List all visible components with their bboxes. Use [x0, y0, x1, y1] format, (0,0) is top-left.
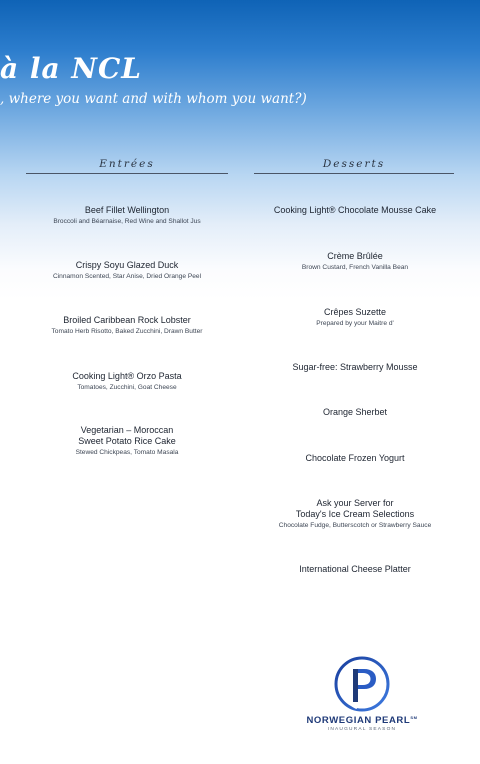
entrees-divider	[26, 173, 228, 174]
page-subtitle: , where you want and with whom you want?)	[0, 91, 307, 107]
entrees-heading: Entrées	[99, 158, 155, 170]
dessert-item	[244, 307, 466, 328]
entree-name: Broiled Caribbean Rock Lobster	[63, 315, 191, 325]
dessert-name: Crème Brûlée	[327, 251, 383, 261]
dessert-item	[244, 251, 466, 272]
entree-name: Vegetarian – Moroccan Sweet Potato Rice Cake	[78, 425, 176, 446]
dessert-item	[244, 362, 466, 373]
dessert-name: Crêpes Suzette	[323, 307, 387, 317]
entree-item	[10, 205, 244, 226]
entree-name: Crispy Soyu Glazed Duck	[75, 260, 179, 270]
norwegian-pearl-logo	[292, 655, 432, 732]
service-mark: SM	[410, 715, 418, 720]
entree-name: Cooking Light® Orzo Pasta	[72, 371, 182, 381]
brand-name: NORWEGIAN PEARL℠	[306, 715, 418, 726]
brand-tagline: INAUGURAL SEASON	[327, 727, 397, 732]
entree-desc: Stewed Chickpeas, Tomato Masala	[75, 449, 179, 456]
dessert-item	[244, 498, 466, 530]
dessert-item	[244, 453, 466, 464]
dessert-name: International Cheese Platter	[299, 564, 411, 574]
entree-item	[10, 371, 244, 392]
dessert-desc: Prepared by your Maitre d'	[316, 320, 394, 327]
desserts-divider	[254, 173, 454, 174]
dessert-name: Cooking Light® Chocolate Mousse Cake	[273, 205, 437, 215]
dessert-name: Chocolate Frozen Yogurt	[305, 453, 405, 463]
dessert-name: Ask your Server for Today's Ice Cream Selections	[295, 498, 415, 519]
entree-desc: Cinnamon Scented, Star Anise, Dried Orange Peel	[52, 273, 202, 280]
page-title: à la NCL	[0, 52, 142, 85]
entree-desc: Tomatoes, Zucchini, Goat Cheese	[77, 384, 177, 391]
dessert-name: Orange Sherbet	[322, 407, 388, 417]
entree-item	[10, 315, 244, 336]
dessert-desc: Chocolate Fudge, Butterscotch or Strawberry Sauce	[278, 522, 432, 529]
pearl-p-logo-icon	[333, 655, 391, 713]
entree-desc: Broccoli and Béarnaise, Red Wine and Shallot Jus	[53, 218, 201, 225]
entree-desc: Tomato Herb Risotto, Baked Zucchini, Drawn Butter	[51, 328, 203, 335]
entree-item	[10, 260, 244, 281]
entree-item	[10, 425, 244, 457]
dessert-item	[244, 564, 466, 575]
dessert-item	[244, 205, 466, 216]
dessert-name: Sugar-free: Strawberry Mousse	[292, 362, 418, 372]
dessert-desc: Brown Custard, French Vanilla Bean	[301, 264, 409, 271]
entree-name: Beef Fillet Wellington	[84, 205, 170, 215]
desserts-heading: Desserts	[322, 158, 386, 170]
dessert-item	[244, 407, 466, 418]
